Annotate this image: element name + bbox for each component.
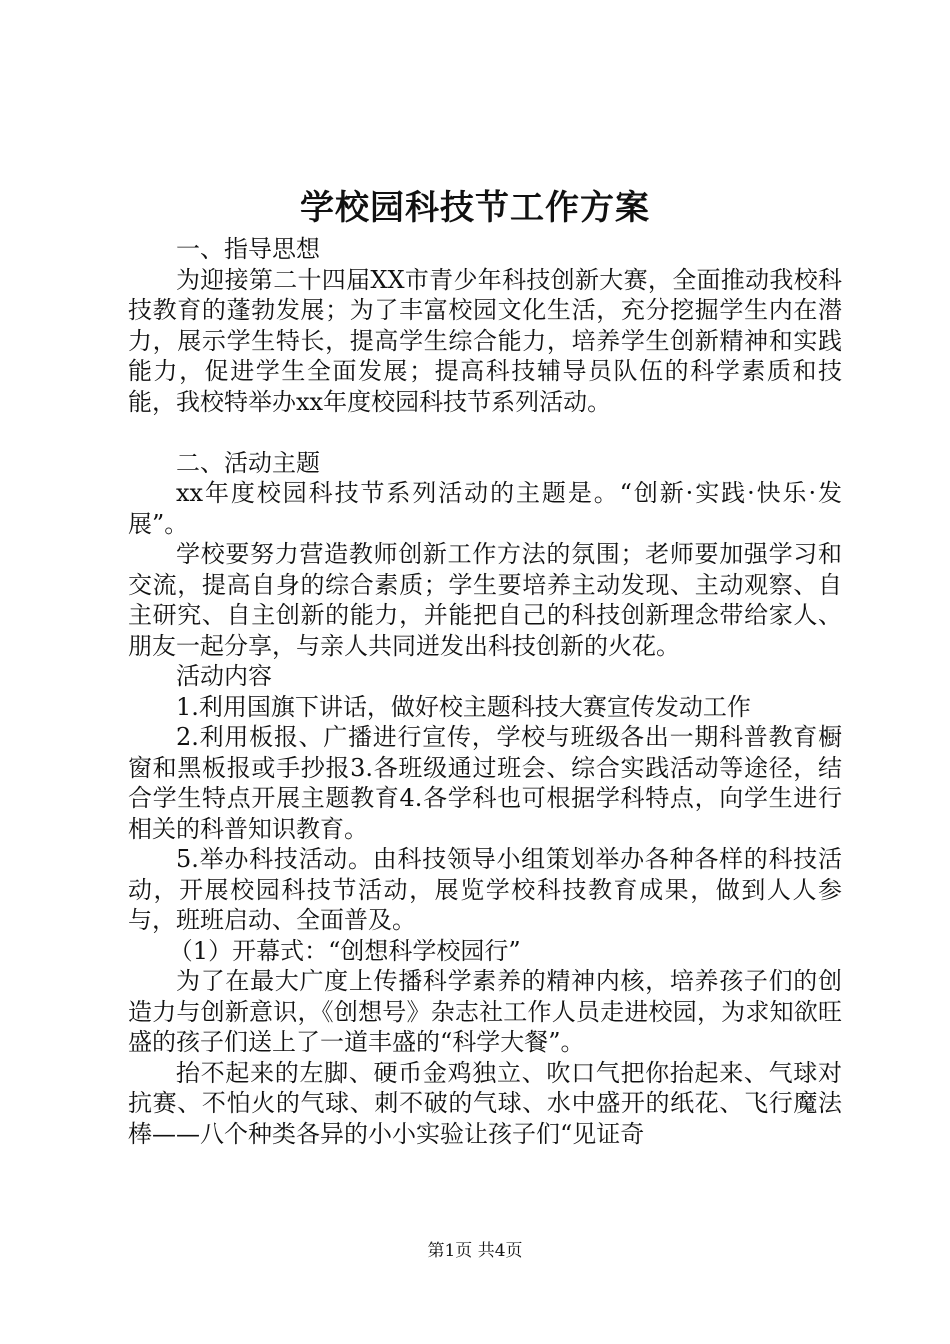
page-footer: 第1页 共4页 xyxy=(427,1241,523,1261)
sub-heading-opening: （1）开幕式：“创想科学校园行” xyxy=(168,936,521,965)
list-item-5: 5.举办科技活动。由科技领导小组策划举办各种各样的科技活动，开展校园科技节活动，展览学校科技教育成果，做到人人参与，班班启动、全面普及。 xyxy=(128,845,842,934)
section-heading-guiding-ideology: 一、指导思想 xyxy=(176,235,320,263)
paragraph-theme: xx年度校园科技节系列活动的主题是。“创新·实践·快乐·发展”。 xyxy=(128,479,842,538)
paragraph-school-effort: 学校要努力营造教师创新工作方法的氛围；老师要加强学习和交流，提高自身的综合素质；学生要培养主动发现、主动观察、自主研究、自主创新的能力，并能把自己的科技创新理念带给家人、朋友一起分享，与亲人共同迸发出科技创新的火花。 xyxy=(128,540,842,660)
paragraph-experiments: 抬不起来的左脚、硬币金鸡独立、吹口气把你抬起来、气球对抗赛、不怕火的气球、刺不破的气球、水中盛开的纸花、飞行魔法棒——八个种类各异的小小实验让孩子们“见证奇 xyxy=(128,1058,842,1148)
section-heading-activity-content: 活动内容 xyxy=(176,662,272,690)
list-item-2: 2.利用板报、广播进行宣传，学校与班级各出一期科普教育橱窗和黑板报或手抄报3.各班级通过班会、综合实践活动等途径，结合学生特点开展主题教育4.各学科也可根据学科特点，向学生进行相关的科普知识教育。 xyxy=(128,723,842,843)
paragraph-gap xyxy=(128,417,842,448)
section-heading-activity-theme: 二、活动主题 xyxy=(176,448,320,477)
paragraph-opening: 为了在最大广度上传播科学素养的精神内核，培养孩子们的创造力与创新意识，《创想号》杂志社工作人员走进校园，为求知欲旺盛的孩子们送上了一道丰盛的“科学大餐”。 xyxy=(128,967,842,1056)
list-item-1: 1.利用国旗下讲话，做好校主题科技大赛宣传发动工作 xyxy=(176,692,751,721)
document-body xyxy=(128,234,842,1149)
document-title: 学校园科技节工作方案 xyxy=(300,188,650,228)
paragraph-guiding-ideology: 为迎接第二十四届XX市青少年科技创新大赛，全面推动我校科技教育的蓬勃发展；为了丰富校园文化生活，充分挖掘学生内在潜力，展示学生特长，提高学生综合能力，培养学生创新精神和实践能力，促进学生全面发展；提高科技辅导员队伍的科学素质和技能，我校特举办xx年度校园科技节系列活动。 xyxy=(128,265,842,416)
